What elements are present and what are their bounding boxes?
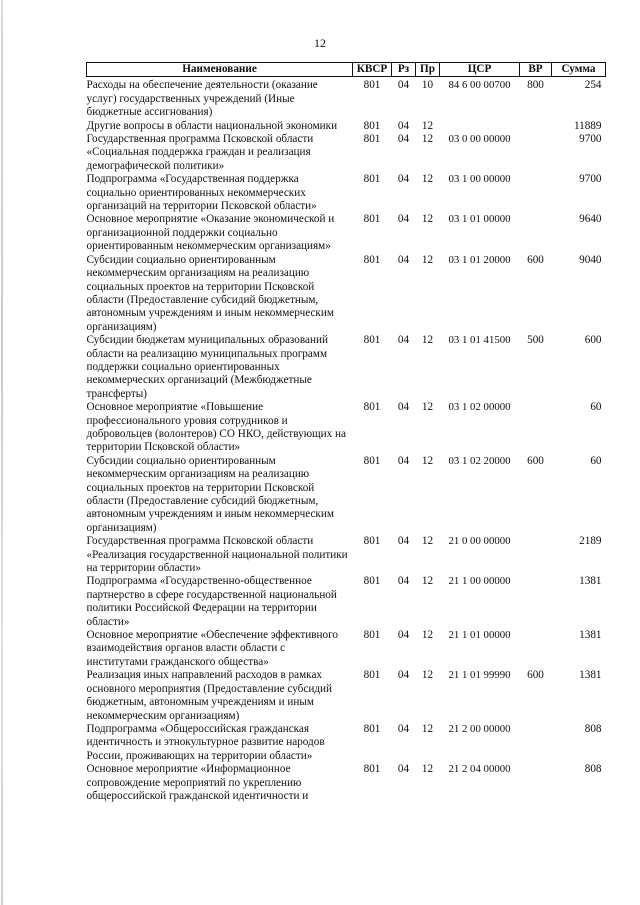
row-kvsr: 801	[363, 629, 381, 642]
row-csr: 03 1 02 20000	[448, 454, 511, 467]
table-row	[87, 629, 606, 669]
row-csr: 03 0 00 00000	[448, 133, 511, 146]
table-row	[87, 133, 606, 173]
row-vr	[520, 535, 552, 575]
row-sum: 9040	[579, 253, 602, 266]
row-pr: 12	[421, 535, 434, 548]
row-vr: 600	[527, 253, 544, 266]
row-vr	[520, 213, 552, 253]
table-row	[87, 120, 606, 133]
header-name: Наименование	[87, 63, 353, 77]
header-vr: ВР	[520, 63, 552, 77]
row-kvsr: 801	[363, 669, 381, 682]
row-sum: 11889	[573, 119, 602, 132]
row-csr: 21 0 00 00000	[448, 535, 511, 548]
row-pr: 12	[421, 454, 434, 467]
header-csr: ЦСР	[440, 63, 520, 77]
table-row	[87, 723, 606, 763]
row-csr: 21 2 04 00000	[448, 763, 511, 776]
table-row	[87, 77, 606, 120]
row-kvsr: 801	[363, 213, 381, 226]
table-row	[87, 669, 606, 723]
row-sum: 1381	[579, 669, 602, 682]
row-vr: 600	[527, 669, 544, 682]
row-name: Основное мероприятие «Оказание экономической и организационной поддержки социально ориентированным некоммерческим организациям»	[86, 213, 335, 253]
row-sum: 1381	[579, 575, 602, 588]
row-csr: 21 2 00 00000	[448, 722, 511, 735]
row-csr	[440, 120, 520, 133]
row-name: Государственная программа Псковской области «Социальная поддержка граждан и реализация демографической политики»	[86, 133, 314, 172]
row-rz: 04	[397, 629, 410, 642]
row-vr	[520, 629, 552, 669]
row-name: Подпрограмма «Государственная поддержка социально ориентированных некоммерческих организаций на территории Псковской области»	[86, 173, 317, 213]
row-pr: 12	[421, 213, 434, 226]
row-csr: 84 6 00 00700	[448, 79, 511, 92]
budget-table	[86, 62, 606, 803]
row-name: Основное мероприятие «Информационное сопровождение мероприятий по укреплению общероссийской гражданской идентичности и	[86, 763, 309, 802]
row-rz: 04	[397, 79, 410, 92]
row-rz: 04	[397, 133, 410, 146]
row-rz: 04	[397, 119, 410, 132]
table-row	[87, 763, 606, 803]
row-csr: 03 1 00 00000	[448, 173, 511, 186]
row-vr: 500	[527, 334, 544, 347]
row-name: Субсидии социально ориентированным некоммерческим организациям на реализацию социальных проектов на территории Псковской области (Предоставление субсидий бюджетным, автономным учреждениям и иным некоммерческим организациям)	[86, 454, 334, 534]
row-sum: 808	[584, 722, 602, 735]
row-rz: 04	[397, 763, 410, 776]
row-csr: 03 1 01 20000	[448, 253, 511, 266]
row-rz: 04	[397, 213, 410, 226]
row-kvsr: 801	[363, 575, 381, 588]
row-csr: 03 1 01 41500	[448, 334, 511, 347]
row-rz: 04	[397, 253, 410, 266]
row-name: Субсидии социально ориентированным некоммерческим организациям на реализацию социальных проектов на территории Псковской области (Предоставление субсидий бюджетным, автономным учреждениям и иным некоммерческим организациям)	[86, 253, 334, 333]
row-sum: 254	[584, 79, 602, 92]
header-sum: Сумма	[552, 63, 606, 77]
row-pr: 12	[421, 334, 434, 347]
table-row	[87, 173, 606, 213]
row-rz: 04	[397, 454, 410, 467]
table-row	[87, 455, 606, 535]
table-row	[87, 401, 606, 455]
row-pr: 12	[421, 119, 434, 132]
row-name: Государственная программа Псковской области «Реализация государственной национальной политики на территории области»	[86, 535, 348, 575]
row-vr	[520, 173, 552, 213]
row-pr: 12	[421, 722, 434, 735]
scan-edge	[1, 0, 3, 905]
row-sum: 60	[590, 401, 602, 414]
row-pr: 12	[421, 629, 434, 642]
table-row	[87, 334, 606, 401]
row-name: Основное мероприятие «Повышение профессионального уровня сотрудников и добровольцев (волонтеров) СО НКО, действующих на территории Псковской области»	[86, 401, 346, 454]
row-kvsr: 801	[363, 334, 381, 347]
row-vr	[520, 723, 552, 763]
row-kvsr: 801	[363, 763, 381, 776]
row-pr: 12	[421, 763, 434, 776]
row-pr: 12	[421, 173, 434, 186]
row-sum: 2189	[579, 535, 602, 548]
row-kvsr: 801	[363, 173, 381, 186]
row-sum: 600	[584, 334, 602, 347]
header-rz: Рз	[392, 63, 416, 77]
row-rz: 04	[397, 575, 410, 588]
row-csr: 03 1 02 00000	[448, 401, 511, 414]
table-row	[87, 254, 606, 334]
row-vr	[520, 120, 552, 133]
table-row	[87, 535, 606, 575]
row-kvsr: 801	[363, 535, 381, 548]
row-name: Субсидии бюджетам муниципальных образований области на реализацию муниципальных программ поддержки социально ориентированных некоммерческих организаций (Межбюджетные трансферты)	[86, 334, 328, 400]
table-row	[87, 213, 606, 253]
row-name: Другие вопросы в области национальной экономики	[86, 119, 338, 132]
row-name: Подпрограмма «Общероссийская гражданская идентичность и этнокультурное развитие народов России, проживающих на территории области»	[86, 722, 325, 762]
row-sum: 60	[590, 454, 602, 467]
row-pr: 12	[421, 253, 434, 266]
row-vr	[520, 575, 552, 629]
table-header-row	[87, 63, 606, 77]
row-rz: 04	[397, 722, 410, 735]
row-sum: 1381	[579, 629, 602, 642]
row-kvsr: 801	[363, 454, 381, 467]
row-kvsr: 801	[363, 722, 381, 735]
row-pr: 12	[421, 133, 434, 146]
row-kvsr: 801	[363, 253, 381, 266]
row-sum: 9700	[579, 173, 602, 186]
row-rz: 04	[397, 401, 410, 414]
table-row	[87, 575, 606, 629]
page-number: 12	[314, 36, 326, 50]
row-rz: 04	[397, 535, 410, 548]
header-kvsr: КВСР	[353, 63, 392, 77]
row-vr	[520, 133, 552, 173]
row-kvsr: 801	[363, 119, 381, 132]
row-kvsr: 801	[363, 79, 381, 92]
row-pr: 10	[421, 79, 434, 92]
row-vr	[520, 401, 552, 455]
row-rz: 04	[397, 669, 410, 682]
row-name: Расходы на обеспечение деятельности (оказание услуг) государственных учреждений (Иные бюджетные ассигнования)	[86, 79, 318, 119]
header-pr: Пр	[416, 63, 440, 77]
row-pr: 12	[421, 575, 434, 588]
row-name: Реализация иных направлений расходов в рамках основного мероприятия (Предоставление субсидий бюджетным, автономным учреждениям и иным некоммерческим организациям)	[86, 669, 332, 722]
row-vr: 600	[527, 454, 544, 467]
row-sum: 9700	[579, 133, 602, 146]
row-csr: 03 1 01 00000	[448, 213, 511, 226]
row-kvsr: 801	[363, 133, 381, 146]
row-kvsr: 801	[363, 401, 381, 414]
row-name: Основное мероприятие «Обеспечение эффективного взаимодействия органов власти области с институтами гражданского общества»	[86, 629, 338, 668]
row-vr: 800	[527, 79, 544, 92]
row-csr: 21 1 01 00000	[448, 629, 511, 642]
row-sum: 808	[584, 763, 602, 776]
row-csr: 21 1 00 00000	[448, 575, 511, 588]
row-csr: 21 1 01 99990	[448, 669, 511, 682]
row-sum: 9640	[579, 213, 602, 226]
row-rz: 04	[397, 334, 410, 347]
row-rz: 04	[397, 173, 410, 186]
row-name: Подпрограмма «Государственно-общественное партнерство в сфере государственной национальной политики Российской Федерации на территории области»	[86, 575, 337, 628]
row-pr: 12	[421, 401, 434, 414]
row-pr: 12	[421, 669, 434, 682]
row-vr	[520, 763, 552, 803]
